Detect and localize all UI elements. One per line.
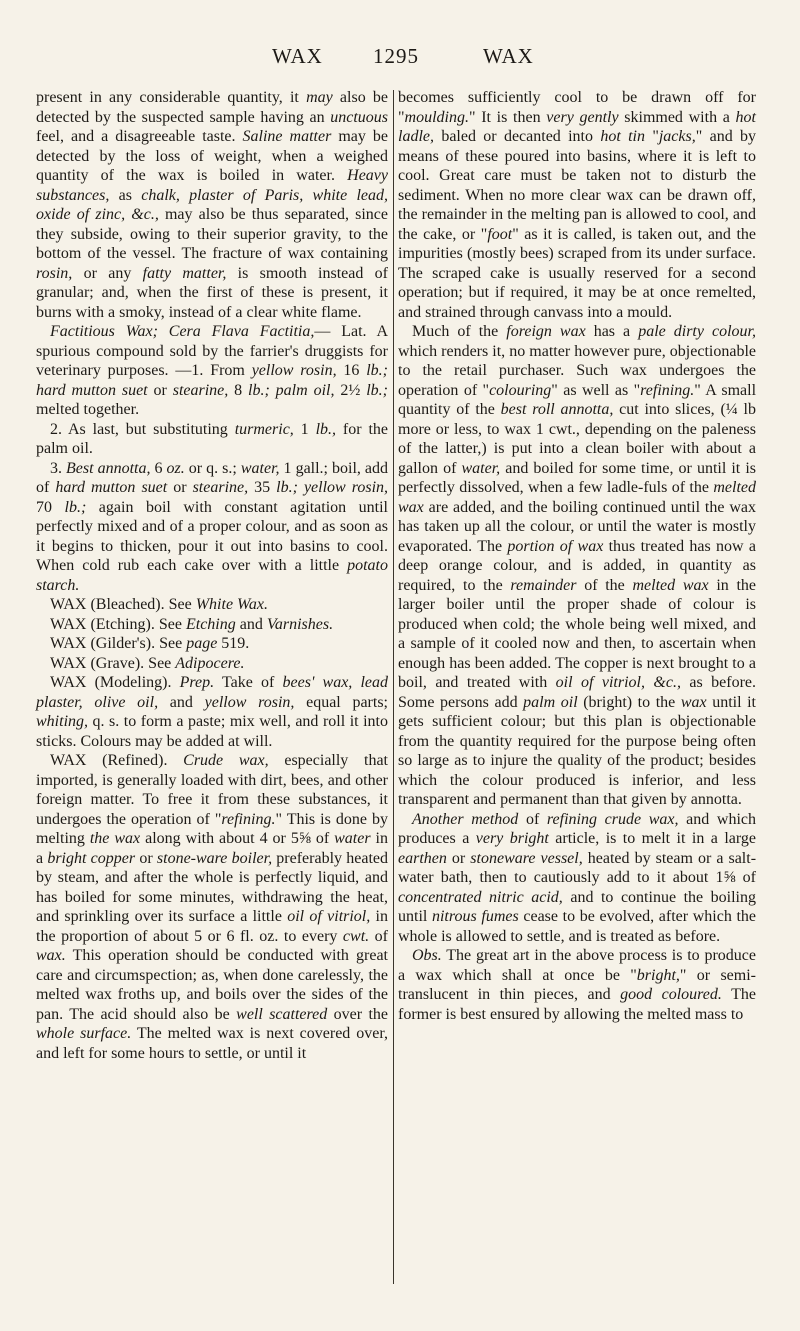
text-run: and	[235, 615, 267, 633]
text-run: thus treated has now a deep orange colour, and is added, in quantity as required, to the	[398, 537, 756, 594]
italic-text: potato starch.	[36, 557, 388, 594]
text-run: of	[369, 927, 388, 945]
text-run: becomes sufficiently cool to be drawn off for "	[398, 89, 756, 126]
paragraph	[36, 673, 388, 751]
italic-text: lb.; palm oil,	[248, 381, 335, 399]
italic-text: page	[186, 635, 218, 652]
text-run: and boiled for some time, or until it is perfectly dissolved, when a few ladle-fuls of the	[398, 459, 756, 496]
italic-text: foreign wax	[506, 323, 586, 340]
left-column	[36, 88, 388, 1063]
italic-text: may	[306, 89, 333, 106]
paragraph	[36, 322, 388, 420]
italic-text: bees' wax, lead plaster, olive oil,	[36, 674, 388, 711]
text-run: baled or decanted into	[434, 128, 601, 145]
text-run: for the palm oil.	[36, 420, 389, 457]
text-run: " This is done by melting	[36, 810, 388, 847]
italic-text: yellow rosin,	[204, 693, 295, 711]
italic-text: colouring	[489, 381, 552, 399]
text-run: present in any considerable quantity, it	[36, 89, 307, 106]
text-run: may also be thus separated, since they subside, owing to their superior gravity, to the bottom of the vessel. The fracture of wax containing	[36, 206, 389, 262]
text-run: in the proportion of about 5 or 6 fl. oz. to every	[36, 908, 389, 945]
italic-text: lb.;	[366, 381, 389, 399]
italic-text: cwt.	[342, 927, 370, 945]
text-run: " or semi-translucent in thin pieces, and	[398, 966, 756, 1003]
italic-text: well scattered	[236, 1005, 328, 1023]
italic-text: foot	[487, 225, 513, 243]
text-run: also be detected by the suspected sample having an	[36, 89, 389, 126]
italic-text: pale dirty colour,	[638, 323, 756, 340]
text-run: WAX (Grave). See	[50, 654, 176, 672]
italic-text: moulding.	[404, 108, 469, 126]
text-run: in a	[36, 830, 388, 867]
text-run: Much of the	[412, 323, 507, 340]
italic-text: Obs.	[412, 947, 442, 964]
text-run: q. s. to form a paste; mix well, and roll it into sticks. Colours may be added at will.	[36, 713, 388, 750]
text-run: 519.	[217, 635, 250, 652]
page-number: 1295	[373, 44, 419, 68]
text-run: 2½	[334, 381, 367, 399]
text-run: " A small quantity of the	[398, 381, 757, 418]
italic-text: stoneware vessel,	[470, 849, 583, 867]
text-run: especially that imported, is generally loaded with dirt, bees, and other foreign matter. To free it from these substances, it undergoes the operation of "	[36, 752, 389, 828]
italic-text: whole surface.	[36, 1025, 132, 1042]
italic-text: yellow rosin,	[251, 362, 337, 379]
text-run: or	[167, 479, 193, 496]
text-run: 1 gall.; boil, add of	[36, 459, 389, 496]
text-run: along with about 4 or 5⅝ of	[140, 830, 335, 847]
paragraph	[398, 946, 756, 1024]
text-run: article, is to melt it in a large	[548, 830, 757, 847]
italic-text: very gently	[546, 108, 619, 126]
text-run: which renders it, no matter however pure, objectionable to the retail purchaser. Such wax undergoes the operation of "	[398, 342, 756, 399]
italic-text: hot ladle,	[398, 108, 756, 145]
text-run: cease to be evolved, after which the whole is allowed to settle, and is treated as before.	[398, 908, 757, 945]
paragraph	[36, 615, 388, 635]
italic-text: oil of vitriol, &c.,	[555, 674, 681, 691]
text-run: preferably heated by steam, and after the whole is perfectly liquid, and has boiled for some minutes, withdrawing the heat, and sprinkling over its surface a little	[36, 849, 389, 925]
italic-text: Factitious Wax; Cera Flava Factitia,	[50, 323, 315, 340]
italic-text: water,	[240, 459, 280, 477]
text-run: This operation should be conducted with great care and circumspection; as, when done carelessly, the melted wax froths up, and boils over the sides of the pan. The acid should also be	[36, 947, 388, 1023]
text-run: heated by steam or a salt-water bath, then to cautiously add to it about 1⅝ of	[398, 849, 757, 886]
text-run: — Lat. A spurious compound sold by the farrier's druggists for veterinary purposes. —1. From	[36, 323, 388, 379]
text-run: and	[158, 693, 205, 711]
italic-text: hot tin	[600, 128, 645, 145]
italic-text: refining.	[221, 810, 276, 828]
text-run: WAX (Bleached). See	[50, 596, 196, 613]
italic-text: wax	[680, 693, 707, 711]
italic-text: rosin,	[36, 264, 73, 282]
italic-text: portion of wax	[507, 537, 604, 555]
text-run: or	[135, 849, 157, 867]
italic-text: lb.;	[64, 498, 87, 516]
italic-text: melted wax	[632, 576, 709, 594]
italic-text: wax.	[36, 947, 66, 964]
right-column	[398, 88, 756, 1024]
text-run: again boil with constant agitation until perfectly mixed and of a proper colour, and as soon as it begins to thicken, pour it out into basins to cool. When cold rub each cake over with a little	[36, 498, 389, 574]
text-run: skimmed with a	[618, 108, 736, 126]
text-run: as	[109, 186, 142, 204]
italic-text: the wax	[89, 830, 141, 847]
italic-text: stearine,	[172, 381, 229, 399]
text-run: (bright) to the	[577, 693, 681, 711]
text-run: of the	[576, 576, 633, 594]
text-run: 16	[336, 362, 367, 379]
italic-text: Crude wax,	[183, 752, 269, 769]
header-right-word: WAX	[483, 44, 534, 68]
text-run: over the	[327, 1005, 388, 1023]
text-run: " as it is called, is taken out, and the impurities (mostly bees) scraped from its under surface. The scraped cake is usually reserved for a second operation; but if required, it may be at once remelted, and strained through canvass into a mould.	[398, 225, 757, 321]
italic-text: Prep.	[179, 674, 215, 691]
text-run: as before. Some persons add	[398, 674, 756, 711]
italic-text: water	[334, 830, 371, 847]
italic-text: melted wax	[398, 479, 756, 516]
italic-text: lb.; yellow rosin,	[276, 479, 389, 496]
text-run: " It is then	[468, 108, 547, 126]
paragraph	[36, 595, 388, 615]
italic-text: Adipocere.	[175, 654, 245, 672]
italic-text: refining crude wax,	[546, 810, 679, 828]
text-run: 35	[248, 479, 277, 496]
text-run: " and by means of these poured into basins, where it is left to cool. Great care must be taken not to disturb the sediment. When no more clear wax can be drawn off, the remainder in the melting pan is allowed to cool, and the cake, or "	[398, 128, 757, 243]
text-run: WAX (Modeling).	[50, 674, 180, 691]
paragraph	[398, 810, 756, 947]
italic-text: good coloured.	[620, 986, 722, 1003]
text-run: 8	[228, 381, 249, 399]
italic-text: oil of vitriol,	[287, 908, 371, 925]
italic-text: very bright	[475, 830, 549, 847]
text-run: or	[147, 381, 173, 399]
italic-text: lb.,	[315, 420, 337, 438]
text-run: and to continue the boiling until	[398, 888, 757, 925]
italic-text: hard mutton suet	[55, 479, 168, 496]
text-run: equal parts;	[294, 693, 389, 711]
text-run: is smooth instead of granular; and, when the first of these is present, it burns with a smoky, instead of a clear white flame.	[36, 264, 388, 321]
italic-text: water,	[461, 459, 501, 477]
text-run: 70	[36, 498, 65, 516]
text-run: in the larger boiler until the proper shade of colour is produced when cold; the whole being well mixed, and a sample of it cooled now and then, to ascertain when enough has been added. The copper is next brought to a boil, and treated with	[398, 576, 757, 691]
italic-text: White Wax.	[195, 596, 268, 613]
text-run: 2. As last, but substituting	[50, 420, 235, 438]
text-run: or q. s.;	[184, 459, 241, 477]
italic-text: Varnishes.	[266, 615, 334, 633]
text-run: until it gets sufficient colour; but this plan is objectionable from the quantity required for the purpose being often so large as to injure the quality of the product; besides which the colour produced is inferior, and less transparent and permanent than that given by annotta.	[398, 693, 756, 808]
text-run: melted together.	[36, 401, 140, 418]
italic-text: stone-ware boiler,	[156, 849, 273, 867]
italic-text: whiting,	[36, 713, 89, 730]
text-run: WAX (Etching). See	[50, 615, 186, 633]
text-run: "	[645, 128, 659, 145]
text-run: WAX (Refined).	[50, 752, 184, 769]
text-run: of	[518, 810, 547, 828]
italic-text: Saline matter	[242, 128, 332, 145]
italic-text: best roll annotta,	[500, 401, 614, 418]
text-run: or	[446, 849, 471, 867]
paragraph	[36, 420, 388, 459]
text-run: The great art in the above process is to produce a wax which shall at once be "	[398, 947, 756, 984]
paragraph	[36, 634, 388, 654]
italic-text: jacks,	[658, 128, 696, 145]
text-run: has a	[585, 323, 639, 340]
text-run: The former is best ensured by allowing the melted mass to	[398, 986, 757, 1023]
italic-text: turmeric,	[234, 420, 294, 438]
italic-text: bright copper	[47, 849, 136, 867]
italic-text: remainder	[510, 576, 577, 594]
column-divider	[393, 90, 394, 1284]
italic-text: stearine,	[192, 479, 249, 496]
italic-text: palm oil	[523, 693, 578, 711]
italic-text: concentrated nitric acid,	[398, 888, 563, 906]
text-run: The melted wax is next covered over, and left for some hours to settle, or until it	[36, 1025, 388, 1062]
italic-text: Etching	[185, 615, 236, 633]
running-header	[0, 44, 800, 74]
text-run: and which produces a	[398, 810, 756, 847]
text-run: are added, and the boiling continued until the wax has taken up all the colour, or until the water is mostly evaporated. The	[398, 498, 756, 555]
header-left-word: WAX	[272, 44, 323, 68]
paragraph	[398, 322, 756, 810]
text-run: Take of	[214, 674, 283, 691]
text-run: " as well as "	[551, 381, 641, 399]
text-run: or any	[72, 264, 143, 282]
italic-text: earthen	[398, 849, 447, 867]
text-run: WAX (Gilder's). See	[50, 635, 187, 652]
paragraph	[36, 88, 388, 322]
text-run: 1	[293, 420, 316, 438]
italic-text: lb.; hard mutton suet	[36, 362, 388, 399]
italic-text: bright,	[636, 966, 680, 984]
paragraph	[36, 459, 388, 596]
italic-text: fatty matter,	[142, 264, 227, 282]
text-run: cut into slices, (¼ lb more or less, to wax 1 cwt., depending on the paleness of the latter,) is put into a clean boiler with about a gallon of	[398, 401, 756, 477]
italic-text: nitrous fumes	[431, 908, 519, 925]
italic-text: Heavy substances,	[36, 167, 388, 204]
paragraph	[398, 88, 756, 322]
italic-text: refining.	[640, 381, 695, 399]
italic-text: chalk, plaster of Paris, white lead, oxide of zinc, &c.,	[36, 186, 389, 223]
paragraph	[36, 654, 388, 674]
paragraph	[36, 751, 388, 1063]
text-run: 3.	[50, 459, 67, 477]
italic-text: oz.	[166, 459, 185, 477]
italic-text: Best annotta,	[66, 459, 151, 477]
text-run: feel, and a disagreeable taste.	[36, 128, 243, 145]
italic-text: unctuous	[330, 108, 388, 126]
text-run: 6	[150, 459, 167, 477]
italic-text: Another method	[412, 810, 519, 828]
text-run: may be detected by the loss of weight, when a weighed quantity of the wax is boiled in water.	[36, 128, 388, 184]
